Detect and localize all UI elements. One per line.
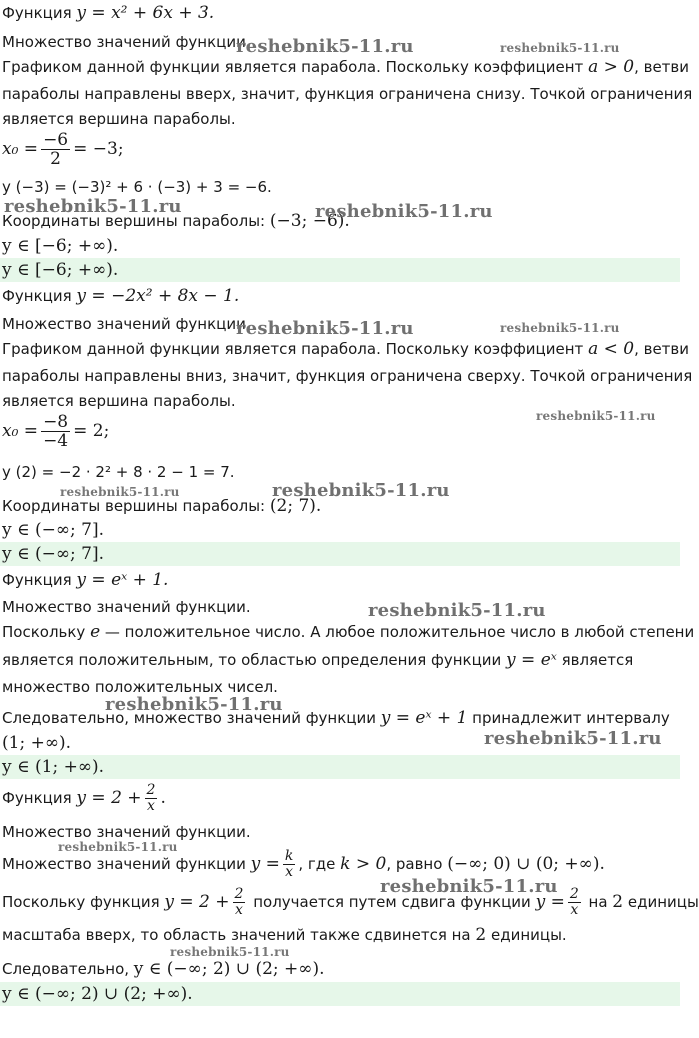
- b1-heading: Функция y = x² + 6x + 3.: [2, 3, 215, 23]
- b4-subheading: Множество значений функции.: [2, 823, 251, 841]
- b3-heading: Функция y = eˣ + 1.: [2, 570, 169, 590]
- b3-text-1: Поскольку e — положительное число. А любое положительное число в любой степени: [2, 622, 695, 642]
- b4-text-4: Следовательно, y ∈ (−∞; 2) ∪ (2; +∞).: [2, 959, 325, 979]
- b3-text-4: Следовательно, множество значений функции y = eˣ + 1 принадлежит интервалу: [2, 708, 670, 728]
- b2-range: y ∈ (−∞; 7].: [2, 520, 105, 540]
- b1-text-3: является вершина параболы.: [2, 110, 236, 128]
- b2-heading: Функция y = −2x² + 8x − 1.: [2, 286, 240, 306]
- b1-text-1: Графиком данной функции является парабола. Поскольку коэффициент a > 0, ветви: [2, 57, 690, 77]
- b3-interval: (1; +∞).: [2, 733, 72, 753]
- watermark: reshebnik5-11.ru: [500, 41, 620, 55]
- b4-text-2: Поскольку функция y = 2 + $\frac{2}{x}$ получается путем сдвига функции y = $\frac{2}{x}$ на 2 единицы: [2, 886, 699, 918]
- watermark: reshebnik5-11.ru: [236, 36, 414, 57]
- b1-text-2: параболы направлены вверх, значит, функция ограничена снизу. Точкой ограничения: [2, 85, 693, 103]
- b1-x0-formula: x₀ = $\frac{-6}{2}$ = −3;: [2, 130, 124, 169]
- b2-vertex: Координаты вершины параболы: (2; 7).: [2, 496, 322, 516]
- b3-subheading: Множество значений функции.: [2, 598, 251, 616]
- b3-text-3: множество положительных чисел.: [2, 678, 278, 696]
- watermark: reshebnik5-11.ru: [4, 196, 182, 217]
- b1-y-calc: y (−3) = (−3)² + 6 · (−3) + 3 = −6.: [2, 178, 272, 196]
- watermark: reshebnik5-11.ru: [272, 480, 450, 501]
- b4-heading: Функция y = 2 + $\frac{2}{x}$ .: [2, 782, 166, 814]
- b1-range: y ∈ [−6; +∞).: [2, 236, 119, 256]
- b3-answer: y ∈ (1; +∞).: [2, 757, 105, 777]
- b4-answer: y ∈ (−∞; 2) ∪ (2; +∞).: [2, 984, 193, 1004]
- b2-text-1: Графиком данной функции является парабола. Поскольку коэффициент a < 0, ветви: [2, 339, 690, 359]
- watermark: reshebnik5-11.ru: [58, 840, 178, 854]
- b2-subheading: Множество значений функции.: [2, 315, 251, 333]
- b1-vertex: Координаты вершины параболы: (−3; −6).: [2, 211, 350, 231]
- watermark: reshebnik5-11.ru: [500, 321, 620, 335]
- watermark: reshebnik5-11.ru: [484, 728, 662, 749]
- b2-answer: y ∈ (−∞; 7].: [2, 544, 105, 564]
- b2-text-3: является вершина параболы.: [2, 392, 236, 410]
- watermark: reshebnik5-11.ru: [170, 945, 290, 959]
- b1-subheading: Множество значений функции.: [2, 33, 251, 51]
- b2-x0-formula: x₀ = $\frac{-8}{-4}$ = 2;: [2, 412, 110, 451]
- b3-text-2: является положительным, то областью определения функции y = eˣ является: [2, 650, 634, 670]
- b2-text-2: параболы направлены вниз, значит, функция ограничена сверху. Точкой ограничения: [2, 367, 693, 385]
- watermark: reshebnik5-11.ru: [536, 409, 656, 423]
- watermark: reshebnik5-11.ru: [105, 694, 283, 715]
- watermark: reshebnik5-11.ru: [368, 600, 546, 621]
- watermark: reshebnik5-11.ru: [60, 485, 180, 499]
- watermark: reshebnik5-11.ru: [236, 318, 414, 339]
- b1-answer: y ∈ [−6; +∞).: [2, 260, 119, 280]
- b2-y-calc: y (2) = −2 · 2² + 8 · 2 − 1 = 7.: [2, 463, 235, 481]
- b4-text-3: масштаба вверх, то область значений также сдвинется на 2 единицы.: [2, 925, 567, 945]
- watermark: reshebnik5-11.ru: [380, 876, 558, 897]
- watermark: reshebnik5-11.ru: [315, 201, 493, 222]
- b4-text-1: Множество значений функции y = $\frac{k}{x}$ , где k > 0, равно (−∞; 0) ∪ (0; +∞).: [2, 848, 605, 880]
